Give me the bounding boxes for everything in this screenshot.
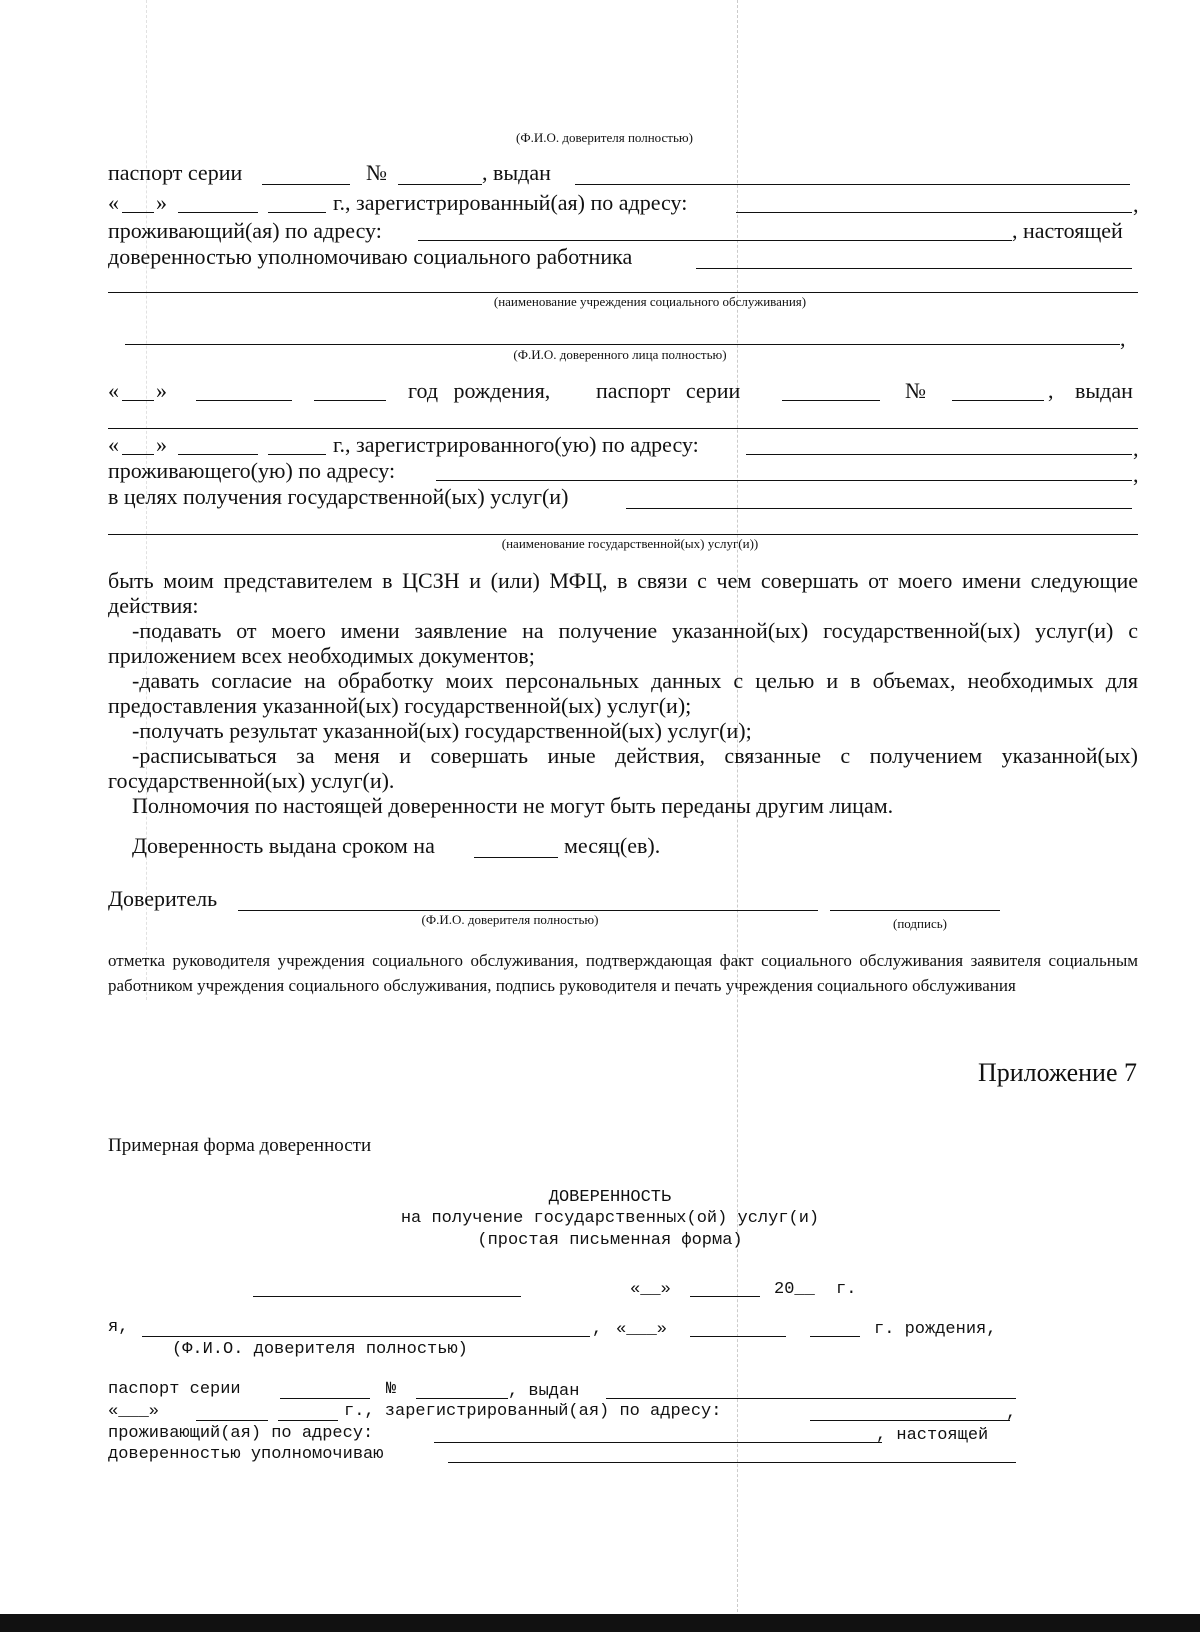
field-agent-series[interactable] [782,400,880,401]
label-residing2: проживающего(ую) по адресу: [108,458,396,483]
comma: , [1133,192,1139,217]
field-appendix-reg-year[interactable] [278,1420,338,1421]
label-appendix-passport: паспорт серии [108,1380,241,1399]
label-present: , настоящей [1012,218,1123,243]
field-agent-year[interactable] [314,400,386,401]
field-appendix-principal[interactable] [142,1336,590,1337]
field-agent-reg-address[interactable] [746,454,1132,455]
doc-form: (простая письменная форма) [477,1231,743,1250]
quote-open: « [108,432,119,457]
field-principal-name[interactable] [238,910,818,911]
field-appendix-authorized[interactable] [448,1462,1016,1463]
comma: , [1133,462,1139,487]
caption-signature: (подпись) [893,916,947,931]
label-number2: № [905,378,926,403]
field-institution[interactable] [108,292,1138,293]
doc-title: ДОВЕРЕННОСТЬ [548,1188,672,1207]
comma: , [1120,326,1126,351]
label-residing: проживающий(ая) по адресу: [108,218,382,243]
field-registered-address[interactable] [736,212,1132,213]
caption-appendix-principal: (Ф.И.О. доверителя полностью) [172,1340,468,1359]
label-number: № [366,160,387,185]
comma: , [1048,378,1054,403]
year-prefix: 20__ [774,1280,815,1299]
label-birth-year: год рождения, [408,378,551,403]
label-appendix-registered: г., зарегистрированный(ая) по адресу: [344,1402,722,1421]
field-issued-by[interactable] [575,184,1130,185]
doc-subtitle: на получение государственных(ой) услуг(и) [400,1209,820,1228]
paragraph-representative: быть моим представителем в ЦСЗН и (или) МФЦ, в связи с чем совершать от моего имени следующие действия: [108,568,1138,618]
quote-close: » [156,432,167,457]
label-appendix-number: № [386,1380,397,1399]
label-principal: Доверитель [108,886,218,911]
field-appendix-reg-address[interactable] [810,1420,1010,1421]
field-social-worker[interactable] [696,268,1132,269]
field-appendix-series[interactable] [280,1398,370,1399]
field-agent-name[interactable] [125,344,1120,345]
note-text [108,948,1138,998]
date-open: «__» [630,1280,671,1299]
comma: , [1006,1404,1017,1423]
field-agent-number[interactable] [952,400,1044,401]
form-label: Примерная форма доверенности [108,1135,372,1156]
field-passport-number[interactable] [398,184,482,185]
label-appendix-residing: проживающий(ая) по адресу: [108,1424,374,1443]
date-open2: «___» [616,1320,668,1339]
caption-agent: (Ф.И.О. доверенного лица полностью) [513,347,727,362]
label-appendix-issued: , выдан [508,1382,580,1401]
label-issued2: выдан [1075,378,1133,403]
field-appendix-residing[interactable] [434,1442,882,1443]
field-agent-reg-year[interactable] [268,454,326,455]
paragraph-receive: -получать результат указанной(ых) государственной(ых) услуг(и); [132,718,752,743]
field-place[interactable] [253,1296,521,1297]
field-agent-issued-by[interactable] [108,428,1138,429]
year-suffix: г. [836,1280,857,1299]
quote-open: « [108,190,119,215]
label-validity: Доверенность выдана сроком на [132,833,435,858]
comma: , [1133,436,1139,461]
label-months: месяц(ев). [564,833,661,858]
label-authorize: доверенностью уполномочиваю социального работника [108,244,633,269]
label-registered2: г., зарегистрированного(ую) по адресу: [333,432,699,457]
label-appendix-present: , настоящей [876,1426,989,1445]
quote-close: » [156,190,167,215]
quote-close: » [156,378,167,403]
body-text [108,568,1138,818]
field-agent-day[interactable] [122,400,154,401]
field-purpose[interactable] [626,508,1132,509]
paragraph-powers: Полномочия по настоящей доверенности не могут быть переданы другим лицам. [132,793,894,818]
caption-service: (наименование государственной(ых) услуг(и)) [501,536,759,551]
field-agent-residing[interactable] [436,480,1132,481]
field-agent-reg-month[interactable] [178,454,258,455]
quote-pair: «___» [108,1402,160,1421]
label-i: я, [108,1318,129,1337]
field-agent-month[interactable] [196,400,292,401]
field-year[interactable] [268,212,326,213]
comma: , [592,1320,603,1339]
caption-principal2: (Ф.И.О. доверителя полностью) [421,912,599,927]
paragraph-submit: -подавать от моего имени заявление на получение указанной(ых) государственной(ых) услуг(и) с приложением всех необходимых документов; [108,618,1138,668]
field-appendix-reg-month[interactable] [196,1420,268,1421]
note-paragraph: отметка руководителя учреждения социального обслуживания, подтверждающая факт социального обслуживания заявителя социальным работником учреждения социального обслуживания, подпись руководителя и печать учреждения социального обслуживания [108,951,1138,995]
label-passport-series: паспорт серии [108,160,243,185]
field-month[interactable] [178,212,258,213]
field-residing-address[interactable] [418,240,1012,241]
field-passport-series[interactable] [262,184,350,185]
label-registered: г., зарегистрированный(ая) по адресу: [333,190,688,215]
field-appendix-month[interactable] [690,1296,760,1297]
field-validity-months[interactable] [474,857,558,858]
field-appendix-birth-month[interactable] [690,1336,786,1337]
field-principal-signature[interactable] [830,910,1000,911]
appendix-title: Приложение 7 [977,1058,1137,1087]
scan-edge [0,1614,1200,1632]
caption-institution: (наименование учреждения социального обслуживания) [493,294,807,309]
field-agent-reg-day[interactable] [122,454,154,455]
field-service-name[interactable] [108,534,1138,535]
label-purpose: в целях получения государственной(ых) услуг(и) [108,484,569,509]
caption-principal: (Ф.И.О. доверителя полностью) [516,130,693,145]
field-day[interactable] [122,212,154,213]
field-appendix-number[interactable] [416,1398,508,1399]
label-issued: , выдан [482,160,551,185]
quote-open: « [108,378,119,403]
label-passport-series2: паспорт серии [596,378,741,403]
field-appendix-birth-year[interactable] [810,1336,860,1337]
paragraph-sign: -расписываться за меня и совершать иные действия, связанные с получением указанной(ых) государственной(ых) услуг(и). [108,743,1138,793]
paragraph-consent: -давать согласие на обработку моих персональных данных с целью и в объемах, необходимых для предоставления указанной(ых) государственной(ых) услуг(и); [108,668,1138,718]
field-appendix-issued-by[interactable] [606,1398,1016,1399]
label-birth: г. рождения, [874,1320,997,1339]
label-appendix-authorize: доверенностью уполномочиваю [108,1445,384,1464]
